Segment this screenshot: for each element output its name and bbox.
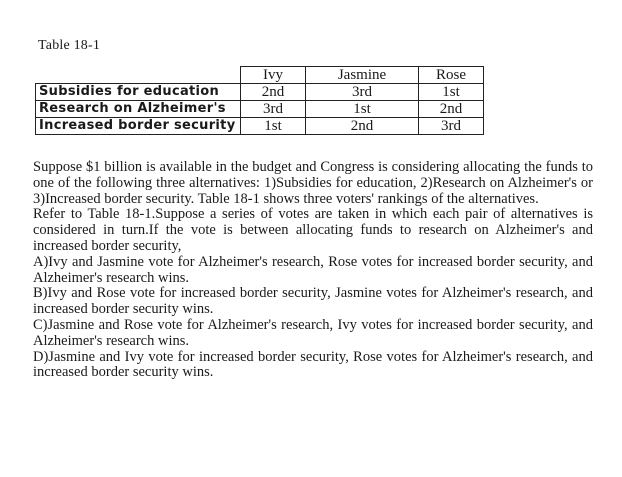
table-row [36,118,484,135]
column-header-rose: Rose [419,67,484,84]
question-intro: Suppose $1 billion is available in the budget and Congress is considering allocating the funds to one of the following three alternatives: 1)Subsidies for education, 2)Research on Alzheimer's or 3)Increased border security. Table 18-1 shows three voters' rankings of the alternatives. [33,159,593,207]
row-label-education: Subsidies for education [36,84,241,101]
column-header-jasmine: Jasmine [306,67,419,84]
table-cell: 1st [306,101,419,118]
answer-option-b: B)Ivy and Rose vote for increased border security, Jasmine votes for Alzheimer's research, and increased border security wins. [33,285,593,318]
question-prompt: Refer to Table 18-1.Suppose a series of votes are taken in which each pair of alternatives is considered in turn.If the vote is between allocating funds to research on Alzheimer's and increased border security, [33,206,593,254]
table-cell: 2nd [241,84,306,101]
answer-option-d: D)Jasmine and Ivy vote for increased border security, Rose votes for Alzheimer's research, and increased border security wins. [33,348,593,381]
table-cell: 3rd [306,84,419,101]
table-row [36,84,484,101]
table-row [36,101,484,118]
table-cell: 1st [241,118,306,135]
table-cell: 3rd [419,118,484,135]
row-label-border-security: Increased border security [36,118,241,135]
column-header-ivy: Ivy [241,67,306,84]
answer-option-c: C)Jasmine and Rose vote for Alzheimer's research, Ivy votes for increased border security, and Alzheimer's research wins. [33,316,593,349]
table-corner-cell [36,67,241,84]
table-cell: 2nd [306,118,419,135]
table-header-row [36,67,484,84]
table-cell: 1st [419,84,484,101]
preference-table [35,66,484,135]
table-caption: Table 18-1 [38,38,101,53]
row-label-alzheimers: Research on Alzheimer's [36,101,241,118]
table-cell: 3rd [241,101,306,118]
question-body [33,160,593,381]
table-cell: 2nd [419,101,484,118]
answer-option-a: A)Ivy and Jasmine vote for Alzheimer's research, Rose votes for increased border security, and Alzheimer's research wins. [33,253,593,286]
